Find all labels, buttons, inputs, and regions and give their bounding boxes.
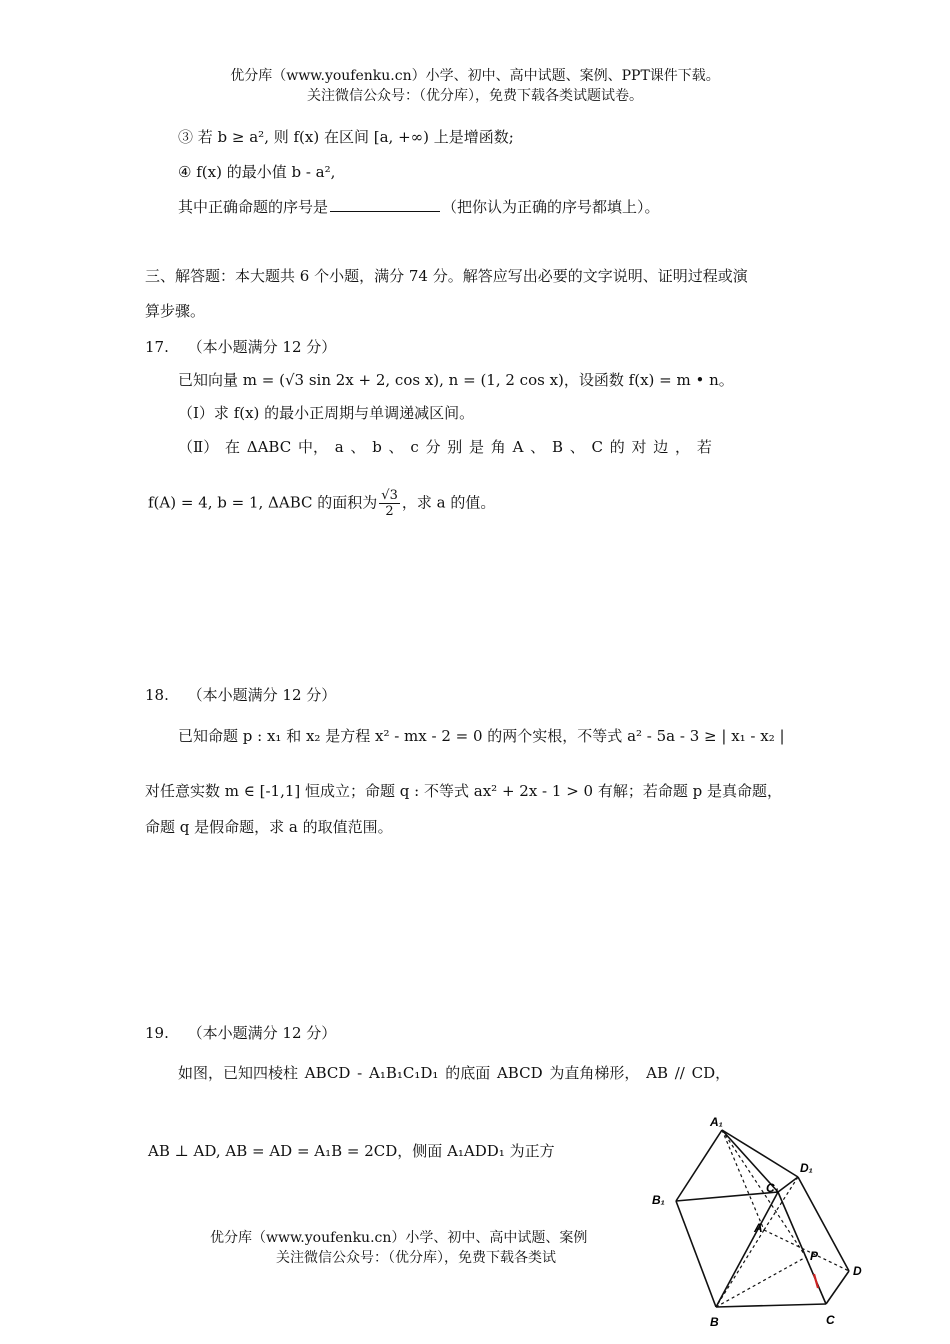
q18-line-3: 命题 q 是假命题，求 a 的取值范围。 (145, 818, 393, 836)
prev-answer-line (178, 196, 660, 217)
q17-part2-after: ，求 a 的值。 (401, 493, 496, 512)
section3-line-2: 算步骤。 (145, 302, 206, 320)
edge-b1-c1 (676, 1192, 778, 1201)
fraction-numerator: √3 (381, 488, 398, 503)
prev-item-4: ④ f(x) 的最小值 b - a², (178, 163, 336, 181)
label-P: P (810, 1249, 819, 1263)
q17-heading (145, 336, 336, 357)
edge-a1-b1 (676, 1130, 722, 1201)
q18-heading (145, 684, 336, 705)
label-B1: B₁ (652, 1193, 665, 1207)
q17-part2-line1: （Ⅱ） 在 ΔABC 中， a 、 b 、 c 分 别 是 角 A 、 B 、 C 的 对 边 ， 若 (178, 438, 712, 456)
q17-part2-before: f(A) = 4, b = 1, ΔABC 的面积为 (148, 493, 378, 512)
edge-b-c1 (716, 1192, 778, 1307)
answer-prompt-before: 其中正确命题的序号是 (178, 198, 329, 216)
q17-number: 17. (145, 338, 169, 356)
q19-points: （本小题满分 12 分） (187, 1024, 337, 1042)
q19-number: 19. (145, 1024, 169, 1042)
answer-blank[interactable] (330, 197, 440, 212)
area-fraction (379, 488, 400, 519)
q18-line-1: 已知命题 p : x₁ 和 x₂ 是方程 x² - mx - 2 = 0 的两个实根，不等式 a² - 5a - 3 ≥ | x₁ - x₂ | (178, 727, 785, 745)
q18-line-2: 对任意实数 m ∈ [-1,1] 恒成立；命题 q : 不等式 ax² + 2x - 1 > 0 有解；若命题 p 是真命题， (145, 782, 782, 800)
edge-a1-d1 (722, 1130, 798, 1177)
prism-figure (640, 1112, 880, 1334)
hidden-edge-a-b (716, 1230, 764, 1307)
q19-heading (145, 1022, 336, 1043)
label-D: D (853, 1264, 862, 1278)
q17-part2-line2 (148, 488, 495, 519)
red-mark (814, 1274, 818, 1288)
label-B: B (710, 1315, 719, 1329)
label-C: C (826, 1313, 835, 1327)
header-line-2: 关注微信公众号：（优分库），免费下载各类试题试卷。 (307, 88, 643, 104)
prev-item-3: ③ 若 b ≥ a², 则 f(x) 在区间 [a, +∞) 上是增函数; (178, 128, 514, 146)
label-A1: A₁ (710, 1115, 723, 1129)
q17-given: 已知向量 m = (√3 sin 2x + 2, cos x), n = (1, 2 cos x)，设函数 f(x) = m • n。 (178, 371, 734, 389)
label-D1: D₁ (800, 1161, 813, 1175)
q17-part1: （Ⅰ）求 f(x) 的最小正周期与单调递减区间。 (178, 404, 475, 422)
edge-b-c (716, 1304, 826, 1307)
q19-line-2: AB ⊥ AD, AB = AD = A₁B = 2CD，侧面 A₁ADD₁ 为正方 (148, 1142, 555, 1160)
hidden-edge-a1-a (722, 1130, 764, 1230)
q18-number: 18. (145, 686, 169, 704)
fraction-denominator: 2 (385, 504, 394, 519)
footer-line-2: 关注微信公众号：（优分库），免费下载各类试 (276, 1250, 556, 1266)
q17-points: （本小题满分 12 分） (187, 338, 337, 356)
label-A: A (754, 1221, 763, 1235)
footer-line-1: 优分库（www.youfenku.cn）小学、初中、高中试题、案例 (210, 1230, 588, 1246)
label-C1: C₁ (766, 1181, 779, 1195)
q18-points: （本小题满分 12 分） (187, 686, 337, 704)
hidden-edge-a-d (764, 1230, 849, 1271)
q19-line-1: 如图，已知四棱柱 ABCD - A₁B₁C₁D₁ 的底面 ABCD 为直角梯形， AB // CD， (178, 1064, 731, 1082)
edge-c-d (826, 1271, 849, 1304)
edge-b1-b (676, 1201, 716, 1307)
answer-prompt-after: （把你认为正确的序号都填上）。 (442, 198, 660, 216)
header-line-1: 优分库（www.youfenku.cn）小学、初中、高中试题、案例、PPT课件下载。 (230, 68, 720, 84)
edge-c1-d1 (778, 1177, 798, 1192)
section3-line-1: 三、解答题：本大题共 6 个小题，满分 74 分。解答应写出必要的文字说明、证明过程或演 (145, 267, 748, 285)
